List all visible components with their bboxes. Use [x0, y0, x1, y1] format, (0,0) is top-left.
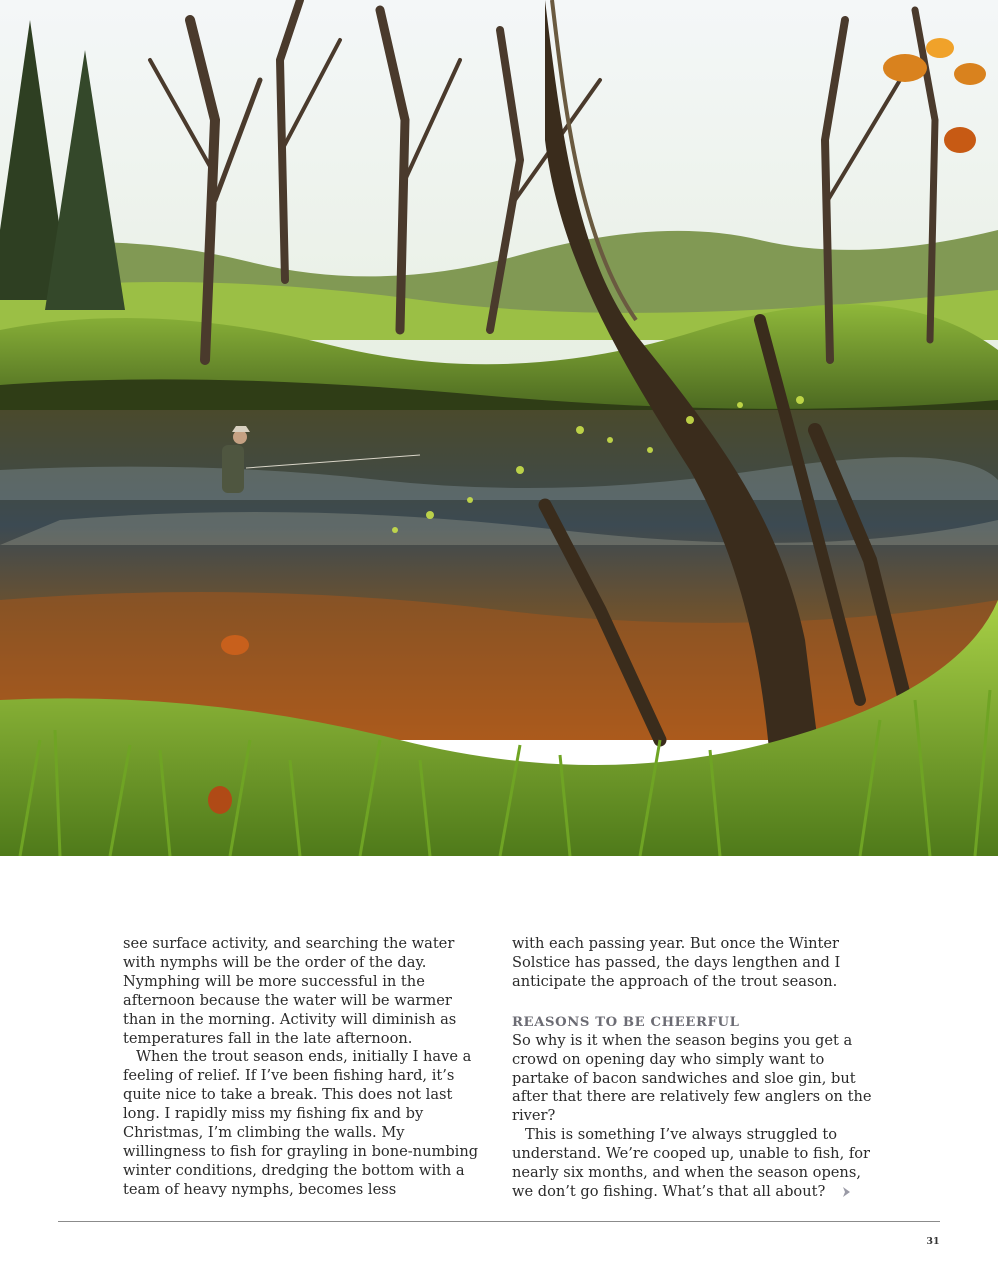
body-paragraph: When the trout season ends, initially I have a feeling of relief. If I’ve been fishing hard, it’s quite nice to take a break. This does not last long. I rapidly miss my fishing fix and by Christmas, I’m climbing the walls. My willingness to fish for grayling in bone-numbing winter conditions, dredging the bottom with a team of heavy nymphs, becomes less: [123, 1048, 479, 1198]
article-column-right: [512, 935, 884, 1204]
final-paragraph-text: This is something I’ve always struggled to understand. We’re cooped up, unable to fish, for nearly six months, and when the season opens, we don’t go fishing. What’s that all about?: [512, 1126, 871, 1200]
body-paragraph: So why is it when the season begins you get a crowd on opening day who simply want to partake of bacon sandwiches and sloe gin, but after that there are relatively few anglers on the river?: [512, 1031, 872, 1125]
section-subheading: REASONS TO BE CHEERFUL: [512, 1014, 740, 1030]
body-paragraph-final: [512, 1126, 884, 1204]
body-paragraph: with each passing year. But once the Winter Solstice has passed, the days lengthen and I anticipate the approach of the trout season.: [512, 935, 841, 990]
body-paragraph: see surface activity, and searching the water with nymphs will be the order of the day. Nymphing will be more successful in the afternoon because the water will be warmer than in the morning. Activity will diminish as temperatures fall in the late afternoon.: [123, 935, 457, 1047]
article-column-left: [123, 935, 483, 1200]
end-of-article-arrow-icon: [829, 1185, 852, 1204]
page-number: 31: [926, 1236, 940, 1247]
footer-rule: [58, 1221, 940, 1222]
